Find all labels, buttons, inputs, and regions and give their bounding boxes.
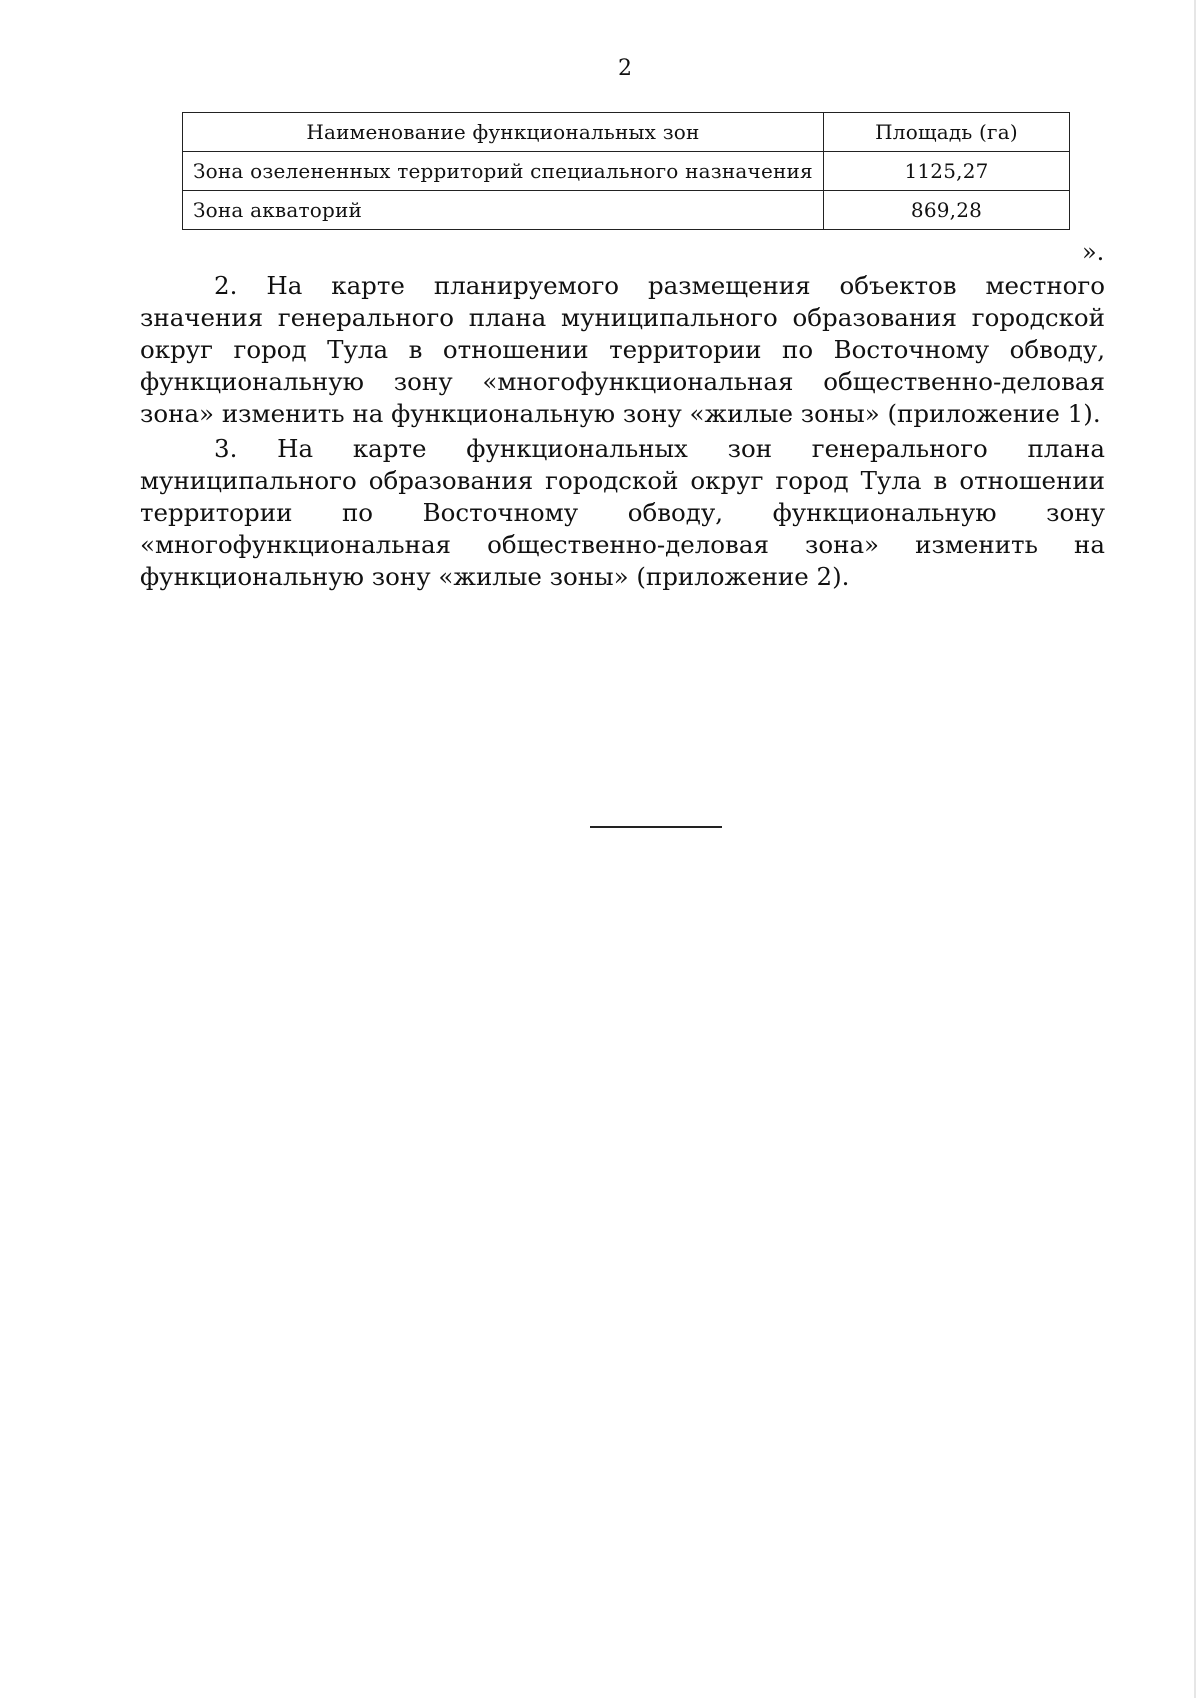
zone-area-cell: 869,28 [824, 191, 1070, 230]
functional-zones-table [182, 112, 1070, 230]
page-edge-line [1194, 0, 1196, 1698]
paragraph-3: 3. На карте функциональных зон генерального плана муниципального образования городской округ город Тула в отношении территории по Восточному обводу, функциональную зону «многофункциональная общественно-деловая зона» изменить на функциональную зону «жилые зоны» (приложение 2). [140, 434, 1105, 591]
paragraph-2: 2. На карте планируемого размещения объектов местного значения генерального плана муниципального образования городской округ город Тула в отношении территории по Восточному обводу, функциональную зону «многофункциональная общественно-деловая зона» изменить на функциональную зону «жилые зоны» (приложение 1). [140, 271, 1105, 428]
zone-area-cell: 1125,27 [824, 152, 1070, 191]
zone-name-cell: Зона акваторий [183, 191, 824, 230]
table-row [183, 191, 1070, 230]
end-of-document-rule [590, 826, 722, 828]
page-number: 2 [618, 56, 632, 81]
table-header-row [183, 113, 1070, 152]
table-row [183, 152, 1070, 191]
zone-name-cell: Зона озелененных территорий специального назначения [183, 152, 824, 191]
column-header-area: Площадь (га) [824, 113, 1070, 152]
column-header-name: Наименование функциональных зон [183, 113, 824, 152]
closing-quote: ». [1082, 238, 1105, 266]
